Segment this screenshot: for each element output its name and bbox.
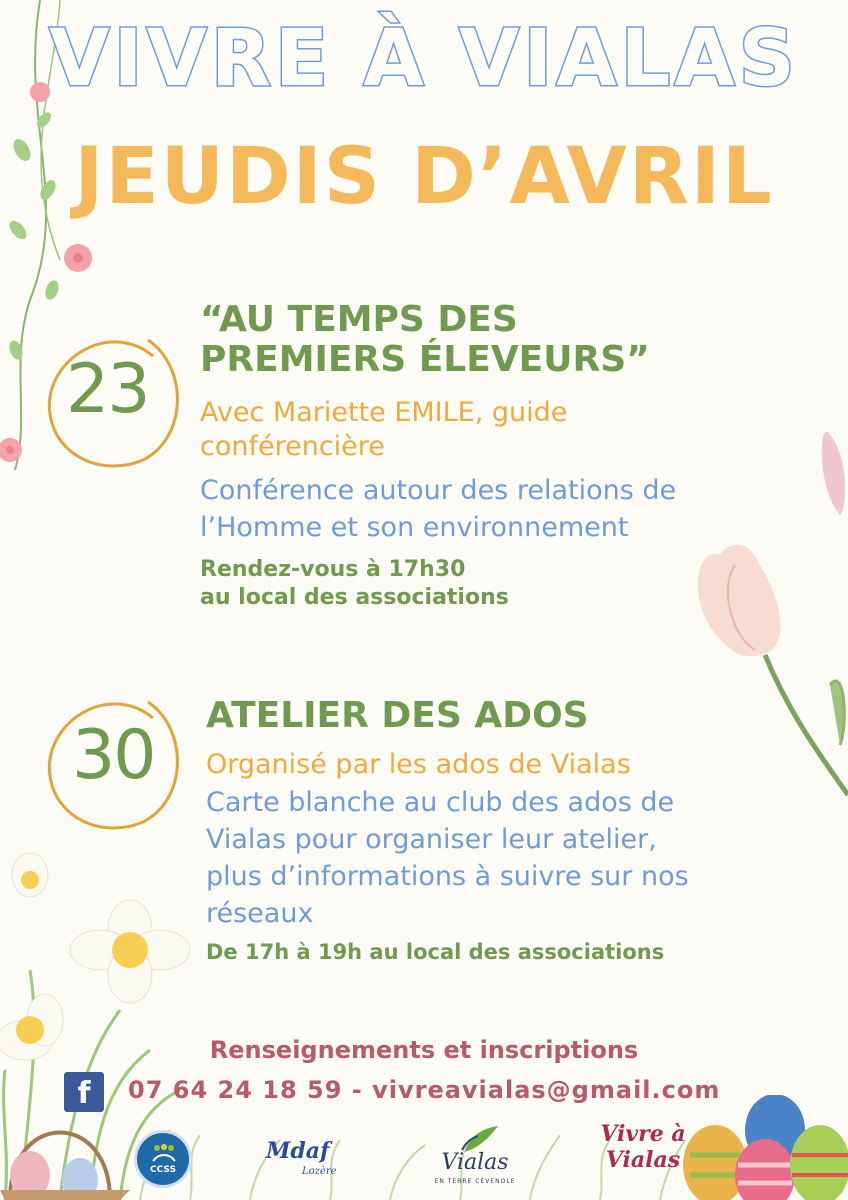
event-date: 30 xyxy=(72,716,155,795)
mdaf-logo-text: Mdaf xyxy=(266,1138,330,1164)
info-title: Renseignements et inscriptions xyxy=(209,1036,639,1064)
event-speaker-line: Avec Mariette EMILE, guide xyxy=(200,397,568,428)
event-description xyxy=(200,472,676,546)
event-title: ATELIER DES ADOS xyxy=(206,695,589,736)
contact-line[interactable]: 07 64 24 18 59 - vivreavialas@gmail.com xyxy=(128,1076,721,1104)
event-speaker-line: conférencière xyxy=(200,431,385,462)
event-meeting-info xyxy=(200,556,509,612)
vialas-logo-text: Vialas xyxy=(441,1150,509,1175)
facebook-icon[interactable]: f xyxy=(64,1072,104,1112)
tulip-decoration xyxy=(680,395,848,815)
mdaf-logo xyxy=(262,1136,352,1186)
event-title xyxy=(200,300,650,380)
easter-eggs-decoration xyxy=(680,1095,848,1200)
event-meeting-info: De 17h à 19h au local des associations xyxy=(206,940,665,964)
event-speaker xyxy=(200,396,567,464)
event-meeting-line: au local des associations xyxy=(200,585,509,610)
event-description-line: réseaux xyxy=(206,898,314,929)
event-date: 23 xyxy=(66,350,149,429)
event-description-line: Vialas pour organiser leur atelier, xyxy=(206,824,657,855)
mdaf-logo-subtext: Lozère xyxy=(302,1166,337,1177)
event-meeting-line: Rendez-vous à 17h30 xyxy=(200,557,466,582)
ccss-people-icon xyxy=(151,1143,177,1163)
vivre-a-vialas-logo xyxy=(598,1122,688,1198)
ccss-logo-text: CCSS xyxy=(150,1165,176,1175)
event-description-line: plus d’informations à suivre sur nos xyxy=(206,861,689,892)
event-title-line: “AU TEMPS DES xyxy=(200,299,518,340)
event-description-line: l’Homme et son environnement xyxy=(200,512,629,543)
vialas-logo xyxy=(420,1124,530,1194)
event-description xyxy=(206,784,689,932)
event-description-line: Carte blanche au club des ados de xyxy=(206,787,675,818)
event-title-line: PREMIERS ÉLEVEURS” xyxy=(200,339,650,380)
ccss-logo xyxy=(134,1130,192,1188)
vialas-logo-subtext: EN TERRE CÉVENOLE xyxy=(434,1178,516,1185)
vivre-logo-line1: Vivre à xyxy=(600,1121,686,1147)
page-subtitle: JEUDIS D’AVRIL xyxy=(74,132,774,222)
event-speaker: Organisé par les ados de Vialas xyxy=(206,749,631,780)
page-title: VIVRE À VIALAS xyxy=(49,14,799,104)
vivre-logo-line2: Vialas xyxy=(605,1147,681,1173)
event-description-line: Conférence autour des relations de xyxy=(200,475,677,506)
